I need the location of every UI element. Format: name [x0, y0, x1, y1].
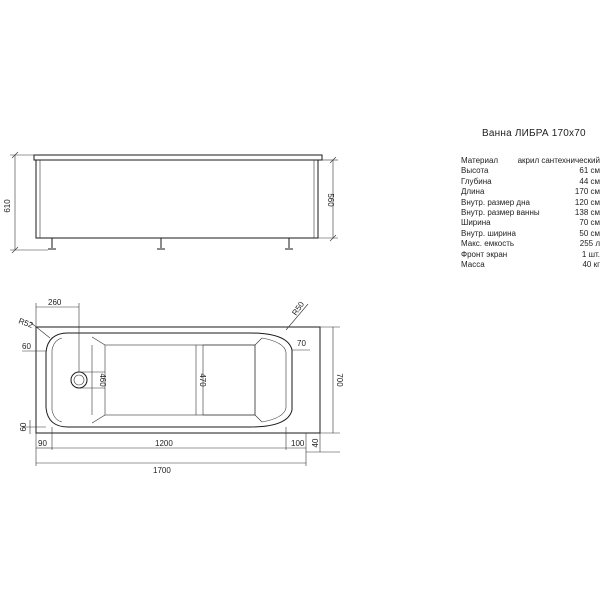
spec-row — [461, 187, 600, 197]
spec-value: 1 шт. — [581, 249, 600, 259]
spec-value: 40 кг — [582, 260, 600, 270]
spec-label: Глубина — [461, 176, 492, 186]
spec-row — [461, 218, 600, 228]
dim-left-offset-label: 90 — [38, 439, 47, 448]
spec-label: Макс. емкость — [461, 239, 515, 249]
dim-left-margin-label: 60 — [22, 342, 31, 351]
dim-front-panel-label: 560 — [326, 193, 335, 207]
spec-label: Ширина — [461, 218, 491, 228]
spec-row — [461, 260, 600, 270]
spec-value: акрил сантехнический — [517, 156, 600, 165]
dim-right-offset-label: 100 — [291, 439, 305, 448]
dim-total-width — [320, 327, 344, 433]
dim-left-offset — [36, 427, 52, 450]
center-panel — [203, 345, 255, 415]
dim-right-margin — [292, 339, 310, 350]
dim-bottom-length-label: 1200 — [155, 439, 173, 448]
spec-row — [461, 229, 600, 239]
dim-drain-radius-label: R52 — [17, 316, 35, 330]
right-end-contour — [262, 338, 286, 422]
spec-value: 44 см — [579, 176, 600, 186]
dim-right-offset — [286, 427, 306, 450]
drain-icon — [71, 372, 87, 388]
dim-total-width-label: 700 — [335, 373, 344, 387]
spec-row — [461, 239, 600, 249]
spec-label: Внутр. размер дна — [461, 197, 530, 207]
spec-row — [461, 208, 600, 218]
spec-label: Внутр. ширина — [461, 228, 516, 238]
spec-label: Масса — [461, 260, 485, 270]
spec-label: Материал — [461, 156, 499, 165]
spec-row — [461, 250, 600, 260]
dim-total-length-label: 1700 — [153, 466, 171, 475]
spec-value: 120 см — [574, 197, 600, 207]
spec-label: Фронт экран — [461, 249, 508, 259]
dim-front-height-label: 610 — [3, 199, 12, 213]
spec-value: 61 см — [579, 166, 600, 176]
dim-corner-radius — [286, 300, 308, 330]
bottom-area — [105, 345, 255, 415]
dim-bottom-length — [52, 439, 286, 448]
dim-bottom-left-margin-label: 60 — [19, 422, 28, 432]
spec-row — [461, 156, 600, 166]
dim-left-margin — [22, 342, 46, 351]
spec-value: 70 см — [579, 218, 600, 228]
spec-row — [461, 198, 600, 208]
dim-bottom-left-margin — [19, 420, 46, 434]
spec-row — [461, 166, 600, 176]
dim-total-length — [36, 450, 306, 475]
dim-inner-width-mid — [196, 345, 207, 415]
dim-bottom-right-margin — [306, 433, 340, 452]
spec-table — [461, 156, 600, 270]
dim-inner-width-mid-label: 470 — [198, 373, 207, 387]
spec-value: 50 см — [579, 228, 600, 238]
front-body — [36, 160, 318, 238]
spec-value: 255 л — [579, 239, 600, 249]
spec-label: Высота — [461, 166, 489, 176]
dim-inner-width-left-label: 460 — [98, 373, 107, 387]
left-end-contour — [52, 338, 62, 422]
dim-front-panel — [318, 157, 338, 241]
spec-label: Внутр. размер ванны — [461, 208, 540, 218]
front-feet — [48, 238, 293, 249]
spec-row — [461, 177, 600, 187]
front-rim — [34, 155, 322, 160]
spec-title: Ванна ЛИБРА 170х70 — [482, 128, 586, 139]
front-view — [3, 152, 338, 253]
spec-label: Длина — [461, 187, 485, 197]
dim-right-margin-label: 70 — [297, 339, 306, 348]
spec-value: 138 см — [574, 208, 600, 218]
spec-value: 170 см — [574, 187, 600, 197]
top-view — [17, 298, 344, 475]
dim-bottom-right-margin-label: 40 — [311, 438, 320, 448]
dim-drain-offset-label: 260 — [48, 298, 62, 307]
dim-corner-radius-label: R50 — [290, 299, 307, 318]
